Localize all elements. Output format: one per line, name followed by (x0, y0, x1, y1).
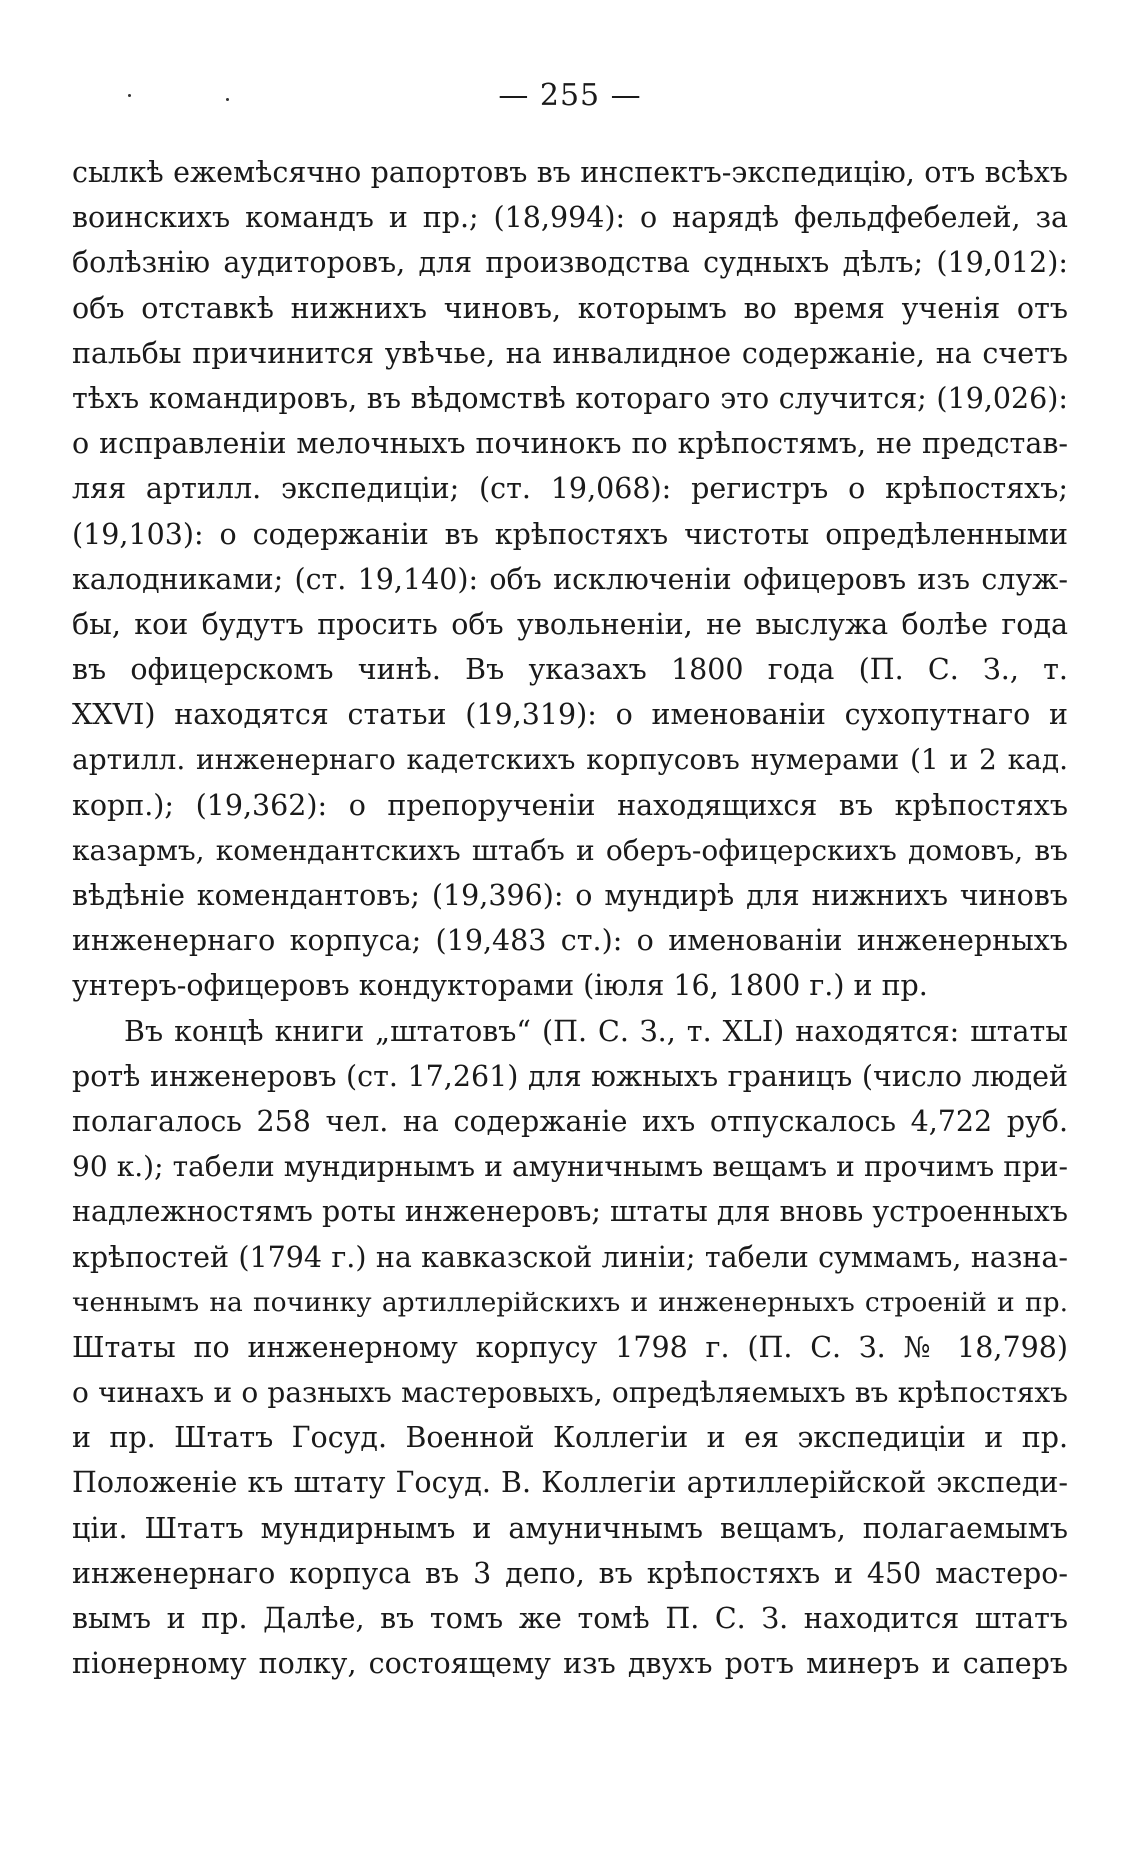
text-line: объ отставкѣ нижнихъ чиновъ, которымъ во время ученія отъ (72, 291, 1068, 325)
text-line: и пр. Штатъ Госуд. Военной Коллегіи и ея экспедиціи и пр. (72, 1421, 1068, 1455)
text-line: инженернаго корпуса въ 3 депо, въ крѣпостяхъ и 450 мастеро- (72, 1556, 1068, 1590)
text-line: ротѣ инженеровъ (ст. 17,261) для южныхъ границъ (число людей (72, 1059, 1068, 1093)
text-line: XXVI) находятся статьи (19,319): о именованіи сухопутнаго и (72, 698, 1068, 732)
paragraph-1 (72, 150, 1068, 1009)
text-line: тѣхъ командировъ, въ вѣдомствѣ котораго это случится; (19,026): (72, 381, 1068, 415)
text-line: ляя артилл. экспедиціи; (ст. 19,068): регистръ о крѣпостяхъ; (72, 472, 1068, 506)
text-line: надлежностямъ роты инженеровъ; штаты для вновь устроенныхъ (72, 1195, 1068, 1229)
text-line: калодниками; (ст. 19,140): объ исключеніи офицеровъ изъ служ- (72, 562, 1068, 596)
text-line: воинскихъ командъ и пр.; (18,994): о нарядѣ фельдфебелей, за (72, 201, 1068, 235)
text-line: Штаты по инженерному корпусу 1798 г. (П. С. З. № 18,798) (72, 1330, 1068, 1364)
text-line: Положеніе къ штату Госуд. В. Коллегіи артиллерійской экспеди- (72, 1466, 1068, 1500)
body-text (72, 150, 1068, 1686)
text-line: артилл. инженернаго кадетскихъ корпусовъ нумерами (1 и 2 кад. (72, 743, 1068, 777)
text-line: казармъ, комендантскихъ штабъ и оберъ-офицерскихъ домовъ, въ (72, 833, 1068, 867)
text-line: унтеръ-офицеровъ кондукторами (іюля 16, 1800 г.) и пр. (72, 969, 928, 1003)
text-line: бы, кои будутъ просить объ увольненіи, не выслужа болѣе года (72, 607, 1068, 641)
text-line: (19,103): о содержаніи въ крѣпостяхъ чистоты опредѣленными (72, 517, 1068, 551)
text-line: піонерному полку, состоящему изъ двухъ ротъ минеръ и саперъ (72, 1647, 1068, 1681)
paragraph-2 (72, 1009, 1068, 1687)
text-line: инженернаго корпуса; (19,483 ст.): о именованіи инженерныхъ (72, 924, 1068, 958)
page-number: — 255 — (498, 78, 642, 113)
text-line: крѣпостей (1794 г.) на кавказской линіи; табели суммамъ, назна- (72, 1240, 1068, 1274)
text-line: ціи. Штатъ мундирнымъ и амуничнымъ вещамъ, полагаемымъ (72, 1511, 1068, 1545)
text-line: сылкѣ ежемѣсячно рапортовъ въ инспектъ-экспедицію, отъ всѣхъ (72, 156, 1068, 189)
text-line: пальбы причинится увѣчье, на инвалидное содержаніе, на счетъ (72, 336, 1068, 370)
text-line: о чинахъ и о разныхъ мастеровыхъ, опредѣляемыхъ въ крѣпостяхъ (72, 1376, 1068, 1410)
text-line: 90 к.); табели мундирнымъ и амуничнымъ вещамъ и прочимъ при- (72, 1150, 1068, 1184)
text-line: вѣдѣніе комендантовъ; (19,396): о мундирѣ для нижнихъ чиновъ (72, 879, 1068, 912)
text-line: ченнымъ на починку артиллерійскихъ и инженерныхъ строеній и пр. (72, 1286, 1068, 1318)
text-line: болѣзнію аудиторовъ, для производства судныхъ дѣлъ; (19,012): (72, 246, 1068, 280)
text-line: полагалось 258 чел. на содержаніе ихъ отпускалось 4,722 руб. (72, 1104, 1068, 1138)
text-line: корп.); (19,362): о препорученіи находящихся въ крѣпостяхъ (72, 788, 1068, 822)
text-line: Въ концѣ книги „штатовъ“ (П. С. З., т. XLI) находятся: штаты (124, 1014, 1068, 1048)
text-line: вымъ и пр. Далѣе, въ томъ же томѣ П. С. З. находится штатъ (72, 1602, 1068, 1635)
text-line: о исправленіи мелочныхъ починокъ по крѣпостямъ, не представ- (72, 427, 1068, 461)
text-line: въ офицерскомъ чинѣ. Въ указахъ 1800 года (П. С. З., т. (72, 653, 1068, 687)
